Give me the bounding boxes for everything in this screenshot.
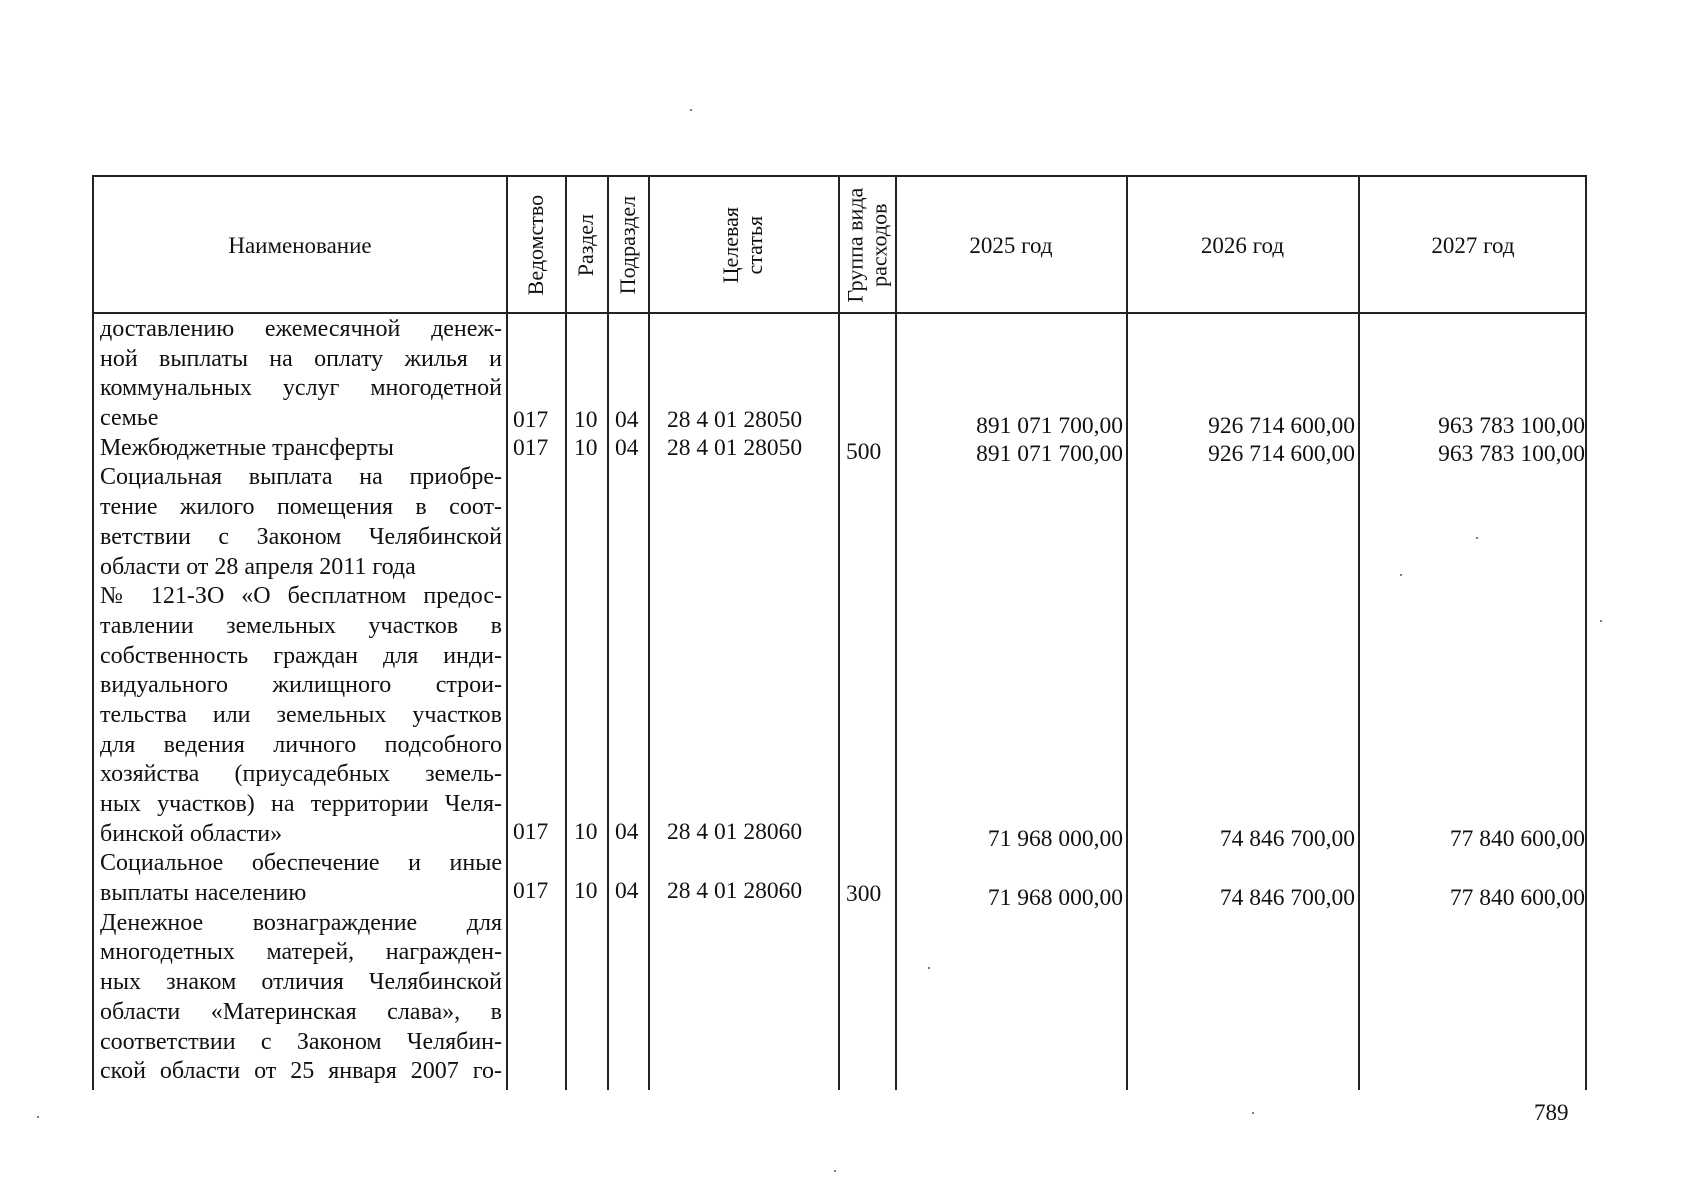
- header-razdel: [566, 177, 607, 314]
- scan-speck: [1400, 574, 1402, 576]
- budget-table: [92, 175, 1587, 1090]
- row2-2026: 926 714 600,00: [1208, 441, 1355, 467]
- name-line: Социальная выплата на приобре-: [100, 464, 502, 491]
- name-line: ных знаком отличия Челябинской: [100, 969, 502, 996]
- name-line: доставлению ежемесячной денеж-: [100, 316, 502, 342]
- name-column-text: [100, 315, 502, 1087]
- row2-gruppa: 500: [846, 439, 882, 465]
- name-line: Социальное обеспечение и иные: [100, 850, 502, 877]
- name-line: многодетных матерей, награжден-: [100, 939, 502, 966]
- header-name: Наименование: [228, 232, 372, 258]
- header-year-2027: 2027 год: [1431, 232, 1515, 258]
- row1-podrazdel: 04: [615, 407, 639, 433]
- name-line: тавлении земельных участков в: [100, 612, 502, 639]
- name-line: семье: [100, 405, 159, 432]
- header-vedomstvo-label: Ведомство: [522, 195, 548, 296]
- row4-2027: 77 840 600,00: [1449, 885, 1585, 911]
- row4-gruppa: 300: [846, 881, 882, 907]
- row3-2027: 77 840 600,00: [1449, 826, 1585, 852]
- row1-tselevaya: 28 4 01 28050: [667, 407, 803, 433]
- scan-speck: [1600, 620, 1602, 622]
- row4-razdel: 10: [574, 878, 598, 904]
- row2-2027: 963 783 100,00: [1438, 441, 1585, 467]
- name-line: Денежное вознаграждение для: [100, 909, 502, 936]
- header-podrazdel-label: Подраздел: [614, 196, 640, 295]
- header-tselevaya-label: [719, 207, 767, 283]
- header-tselevaya-line1: Целевая: [718, 207, 744, 284]
- name-line: № 121-ЗО «О бесплатном предос-: [100, 583, 502, 610]
- row1-vedomstvo: 017: [513, 407, 549, 433]
- row1-2026: 926 714 600,00: [1208, 413, 1355, 439]
- row1-2025: 891 071 700,00: [976, 413, 1123, 439]
- row4-tselevaya: 28 4 01 28060: [667, 878, 803, 904]
- header-tselevaya-line2: статья: [742, 216, 768, 275]
- row3-2026: 74 846 700,00: [1219, 826, 1355, 852]
- name-line: для ведения личного подсобного: [100, 731, 502, 758]
- row3-razdel: 10: [574, 819, 598, 845]
- header-podrazdel: [608, 177, 648, 314]
- row4-vedomstvo: 017: [513, 878, 549, 904]
- scan-speck: [1252, 1112, 1254, 1114]
- name-line: соответствии с Законом Челябин-: [100, 1028, 502, 1055]
- row2-podrazdel: 04: [615, 435, 639, 461]
- row4-2025: 71 968 000,00: [987, 885, 1123, 911]
- row1-2027: 963 783 100,00: [1438, 413, 1585, 439]
- row2-vedomstvo: 017: [513, 435, 549, 461]
- name-line: ной выплаты на оплату жилья и: [100, 345, 502, 372]
- row2-tselevaya: 28 4 01 28050: [667, 435, 803, 461]
- name-line: области «Материнская слава», в: [100, 998, 502, 1025]
- row3-vedomstvo: 017: [513, 819, 549, 845]
- header-gruppa-label: [843, 188, 891, 303]
- header-vedomstvo: [507, 177, 565, 314]
- name-line: Межбюджетные трансферты: [100, 434, 394, 461]
- name-line: ской области от 25 января 2007 го-: [100, 1058, 502, 1085]
- row3-podrazdel: 04: [615, 819, 639, 845]
- name-line: ных участков) на территории Челя-: [100, 791, 502, 817]
- header-year-2026: 2026 год: [1200, 232, 1285, 258]
- scan-speck: [928, 967, 930, 969]
- name-line: собственность граждан для инди-: [100, 642, 502, 669]
- name-line: хозяйства (приусадебных земель-: [100, 761, 502, 788]
- header-gruppa: [839, 177, 895, 314]
- name-line: тение жилого помещения в соот-: [100, 494, 502, 521]
- name-line: выплаты населению: [100, 880, 307, 907]
- row2-2025: 891 071 700,00: [976, 441, 1123, 467]
- scan-speck: [690, 109, 692, 111]
- header-razdel-label: Раздел: [573, 214, 599, 277]
- name-line: области от 28 апреля 2011 года: [100, 553, 416, 580]
- header-tselevaya: [649, 177, 838, 314]
- scan-speck: [1476, 537, 1478, 539]
- name-line: коммунальных услуг многодетной: [100, 375, 502, 402]
- scan-speck: [37, 1116, 39, 1118]
- row1-razdel: 10: [574, 407, 598, 433]
- name-line: ветствии с Законом Челябинской: [100, 523, 502, 550]
- row4-podrazdel: 04: [615, 878, 639, 904]
- row4-2026: 74 846 700,00: [1219, 885, 1355, 911]
- row2-razdel: 10: [574, 435, 598, 461]
- header-year-2025: 2025 год: [969, 232, 1053, 258]
- name-line: видуального жилищного строи-: [100, 672, 502, 699]
- header-gruppa-line1: Группа вида: [841, 188, 867, 303]
- row3-2025: 71 968 000,00: [987, 826, 1123, 852]
- name-line: тельства или земельных участков: [100, 701, 502, 728]
- row3-tselevaya: 28 4 01 28060: [667, 819, 803, 845]
- page-number: 789: [1534, 1100, 1569, 1125]
- header-gruppa-line2: расходов: [866, 203, 892, 288]
- name-line: бинской области»: [100, 820, 283, 847]
- scan-speck: [834, 1170, 836, 1172]
